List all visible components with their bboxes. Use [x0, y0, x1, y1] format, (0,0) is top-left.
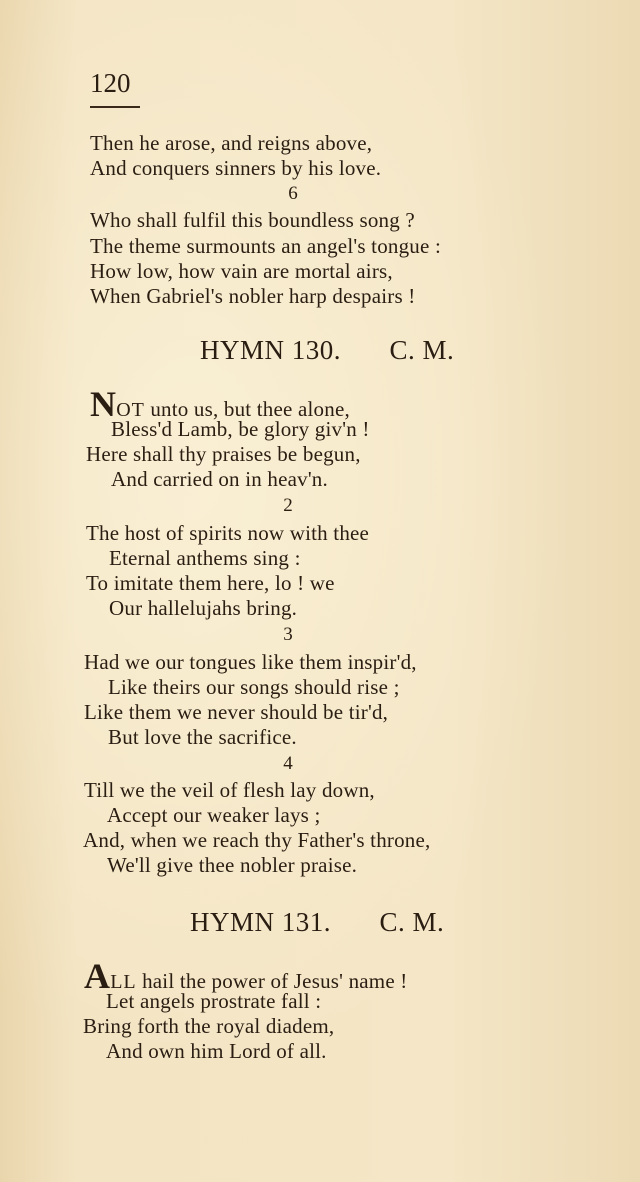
verse-line: The theme surmounts an angel's tongue : — [90, 234, 442, 258]
verse-line: Had we our tongues like them inspir'd, — [84, 650, 417, 674]
verse-line: Like theirs our songs should rise ; — [108, 675, 400, 699]
verse-line: How low, how vain are mortal airs, — [90, 259, 393, 283]
hymn-131-heading — [190, 906, 444, 938]
page-number: 120 — [90, 68, 131, 98]
hymn-meter: C. M. — [379, 907, 445, 937]
verse-number: 6 — [288, 183, 298, 204]
hymn-130-heading — [200, 334, 454, 366]
verse-line: And carried on in heav'n. — [111, 467, 328, 491]
verse-line: Then he arose, and reigns above, — [90, 131, 373, 155]
verse-line: When Gabriel's nobler harp despairs ! — [90, 284, 416, 308]
verse-line: Like them we never should be tir'd, — [84, 700, 389, 724]
small-caps: OT — [116, 399, 145, 421]
verse-line: To imitate them here, lo ! we — [86, 571, 335, 595]
hymn-title: HYMN 131. — [190, 907, 332, 937]
verse-number: 3 — [283, 624, 293, 645]
verse-line: But love the sacrifice. — [108, 725, 297, 749]
verse-line: Our hallelujahs bring. — [109, 596, 298, 620]
verse-line: Eternal anthems sing : — [109, 546, 301, 570]
page-number-rule — [90, 106, 140, 108]
verse-line: Bring forth the royal diadem, — [83, 1014, 335, 1038]
verse-line: And own him Lord of all. — [106, 1039, 327, 1063]
verse-line: Till we the veil of flesh lay down, — [84, 778, 375, 802]
hymn-meter: C. M. — [389, 335, 455, 365]
verse-number: 4 — [283, 753, 293, 774]
verse-line-tail: hail the power of Jesus' name ! — [136, 969, 408, 993]
verse-line-tail: unto us, but thee alone, — [144, 397, 350, 421]
verse-line: And conquers sinners by his love. — [90, 156, 382, 180]
verse-line: We'll give thee nobler praise. — [107, 853, 358, 877]
small-caps: LL — [110, 971, 137, 993]
verse-line: Let angels prostrate fall : — [106, 989, 322, 1013]
verse-line: Accept our weaker lays ; — [107, 803, 321, 827]
verse-line: Who shall fulfil this boundless song ? — [90, 208, 415, 232]
verse-line: And, when we reach thy Father's throne, — [83, 828, 431, 852]
drop-cap: N — [90, 384, 117, 424]
verse-line: The host of spirits now with thee — [86, 521, 370, 545]
verse-line: Here shall thy praises be begun, — [86, 442, 361, 466]
verse-number: 2 — [283, 495, 293, 516]
hymn-title: HYMN 130. — [200, 335, 342, 365]
drop-cap: A — [84, 956, 111, 996]
verse-line: Bless'd Lamb, be glory giv'n ! — [111, 417, 370, 441]
